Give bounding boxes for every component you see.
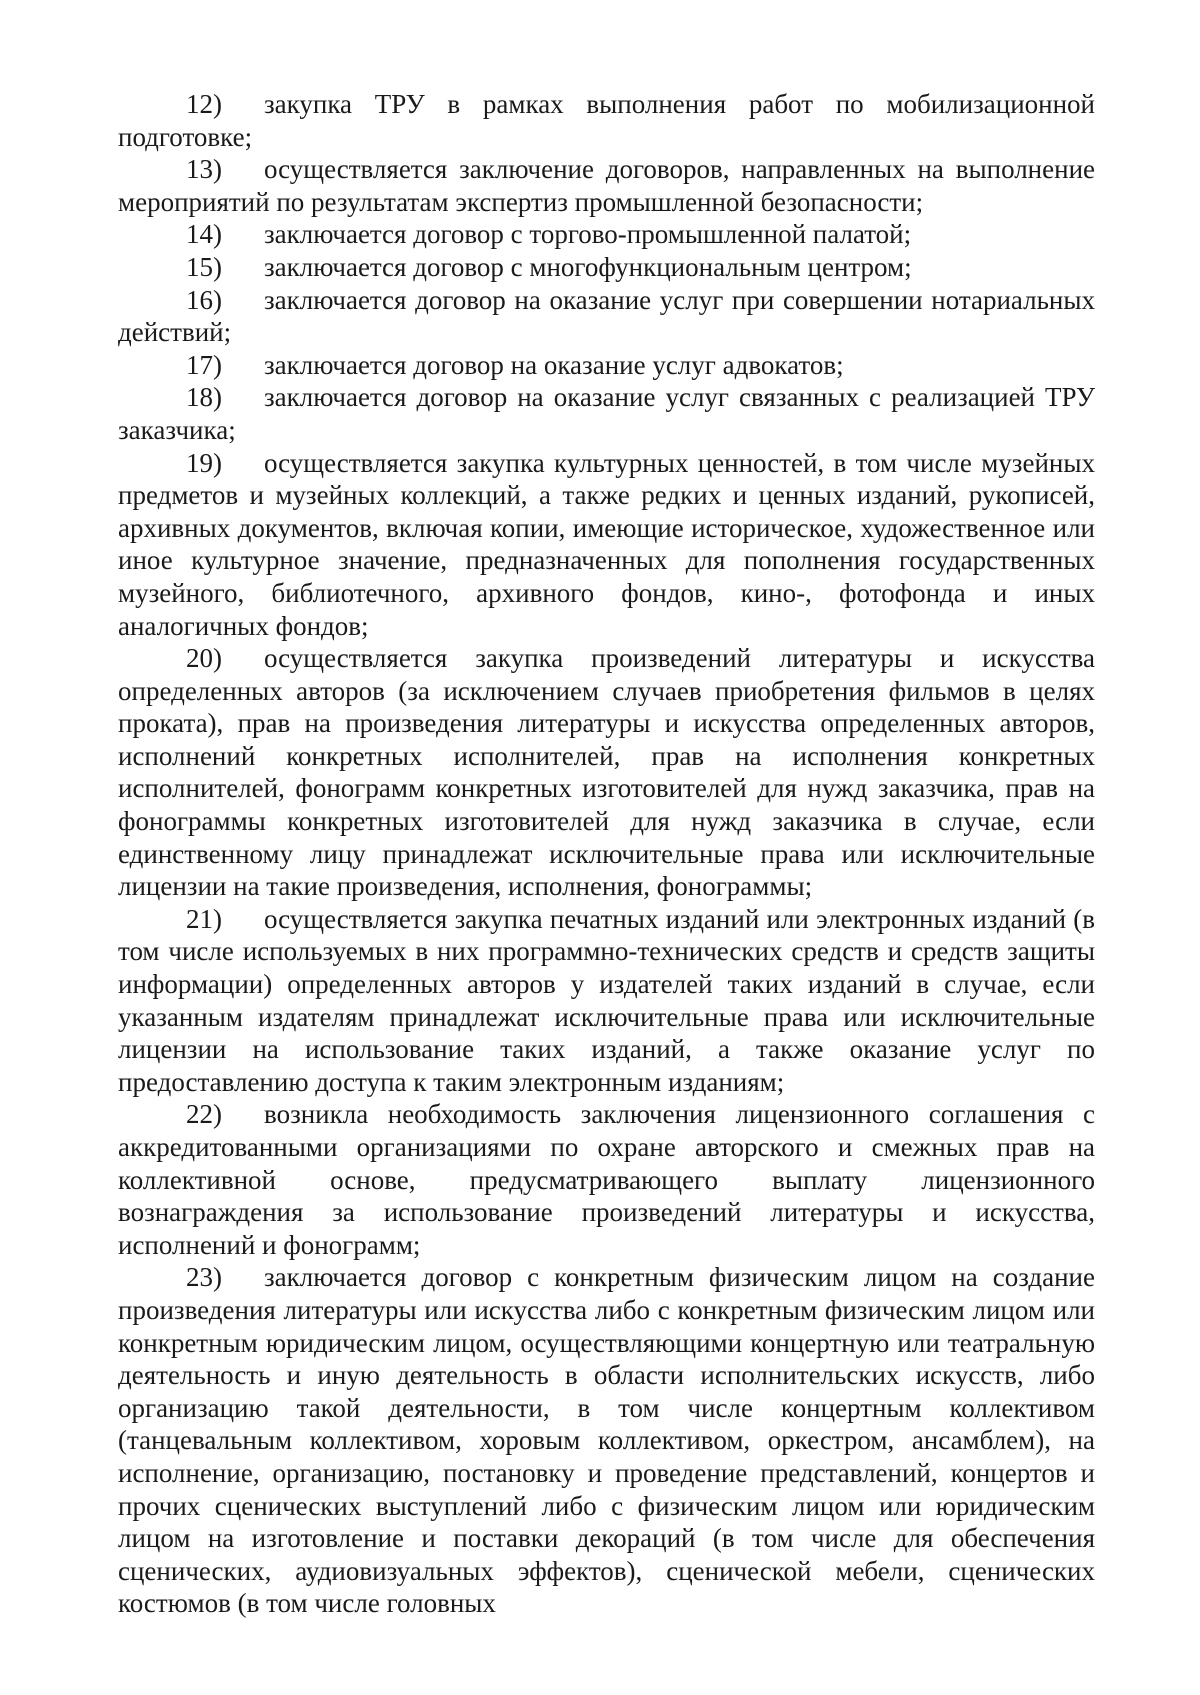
item-text: осуществляется закупка произведений литературы и искусства определенных авторов (за исключением случаев приобретения фильмов в целях проката), прав на произведения литературы и искусства определенных авторов, исполнений конкретных исполнителей, прав на исполнения конкретных исполнителей, фонограмм конкретных изготовителей для нужд заказчика, прав на фонограммы конкретных изготовителей для нужд заказчика в случае, если единственному лицу принадлежат исключительные права или исключительные лицензии на такие произведения, исполнения, фонограммы; [118,643,1095,902]
list-item-22 [118,1098,1095,1261]
list-item-23 [118,1261,1095,1620]
list-item-17 [118,349,1095,382]
list-item-18 [118,381,1095,446]
list-item-12 [118,88,1095,153]
item-text: заключается договор с многофункциональным центром; [264,251,912,282]
item-text: заключается договор на оказание услуг адвокатов; [264,349,844,380]
item-number: 23) [186,1262,222,1293]
item-text: закупка ТРУ в рамках выполнения работ по мобилизационной подготовке; [118,89,1095,152]
item-text: заключается договор на оказание услуг связанных с реализацией ТРУ заказчика; [118,382,1095,445]
item-number: 15) [186,251,222,282]
item-number: 16) [186,284,222,315]
item-number: 21) [186,903,222,934]
item-number: 18) [186,382,222,413]
item-number: 12) [186,89,222,119]
item-text: осуществляется закупка культурных ценностей, в том числе музейных предметов и музейных коллекций, а также редких и ценных изданий, рукописей, архивных документов, включая копии, имеющие историческое, художественное или иное культурное значение, предназначенных для пополнения государственных музейного, библиотечного, архивного фондов, кино-, фотофонда и иных аналогичных фондов; [118,447,1095,641]
item-number: 22) [186,1099,222,1130]
list-item-15 [118,251,1095,284]
item-number: 17) [186,349,222,380]
list-item-20 [118,642,1095,903]
item-text: осуществляется закупка печатных изданий или электронных изданий (в том числе используемых в них программно-технических средств и средств защиты информации) определенных авторов у издателей таких изданий в случае, если указанным издателям принадлежат исключительные права или исключительные лицензии на использование таких изданий, а также оказание услуг по предоставлению доступа к таким электронным изданиям; [118,903,1095,1097]
item-text: заключается договор с конкретным физическим лицом на создание произведения литературы или искусства либо с конкретным физическим лицом или конкретным юридическим лицом, осуществляющими концертную или театральную деятельность и иную деятельность в области исполнительских искусств, либо организацию такой деятельности, в том числе концертным коллективом (танцевальным коллективом, хоровым коллективом, оркестром, ансамблем), на исполнение, организацию, постановку и проведение представлений, концертов и прочих сценических выступлений либо с физическим лицом или юридическим лицом на изготовление и поставки декораций (в том числе для обеспечения сценических, аудиовизуальных эффектов), сценической мебели, сценических костюмов (в том числе головных [118,1262,1095,1619]
item-number: 19) [186,447,222,478]
list-item-16 [118,284,1095,349]
list-item-14 [118,218,1095,251]
item-text: заключается договор на оказание услуг при совершении нотариальных действий; [118,284,1095,348]
list-item-21 [118,903,1095,1099]
item-number: 13) [186,154,222,185]
item-text: осуществляется заключение договоров, направленных на выполнение мероприятий по результатам экспертиз промышленной безопасности; [118,154,1095,217]
item-number: 20) [186,643,222,674]
item-number: 14) [186,219,222,250]
list-item-13 [118,153,1095,218]
item-text: заключается договор с торгово-промышленной палатой; [264,219,912,250]
list-item-19 [118,447,1095,643]
item-text: возникла необходимость заключения лицензионного соглашения с аккредитованными организациями по охране авторского и смежных прав на коллективной основе, предусматривающего выплату лицензионного вознаграждения за использование произведений литературы и искусства, исполнений и фонограмм; [118,1099,1095,1260]
